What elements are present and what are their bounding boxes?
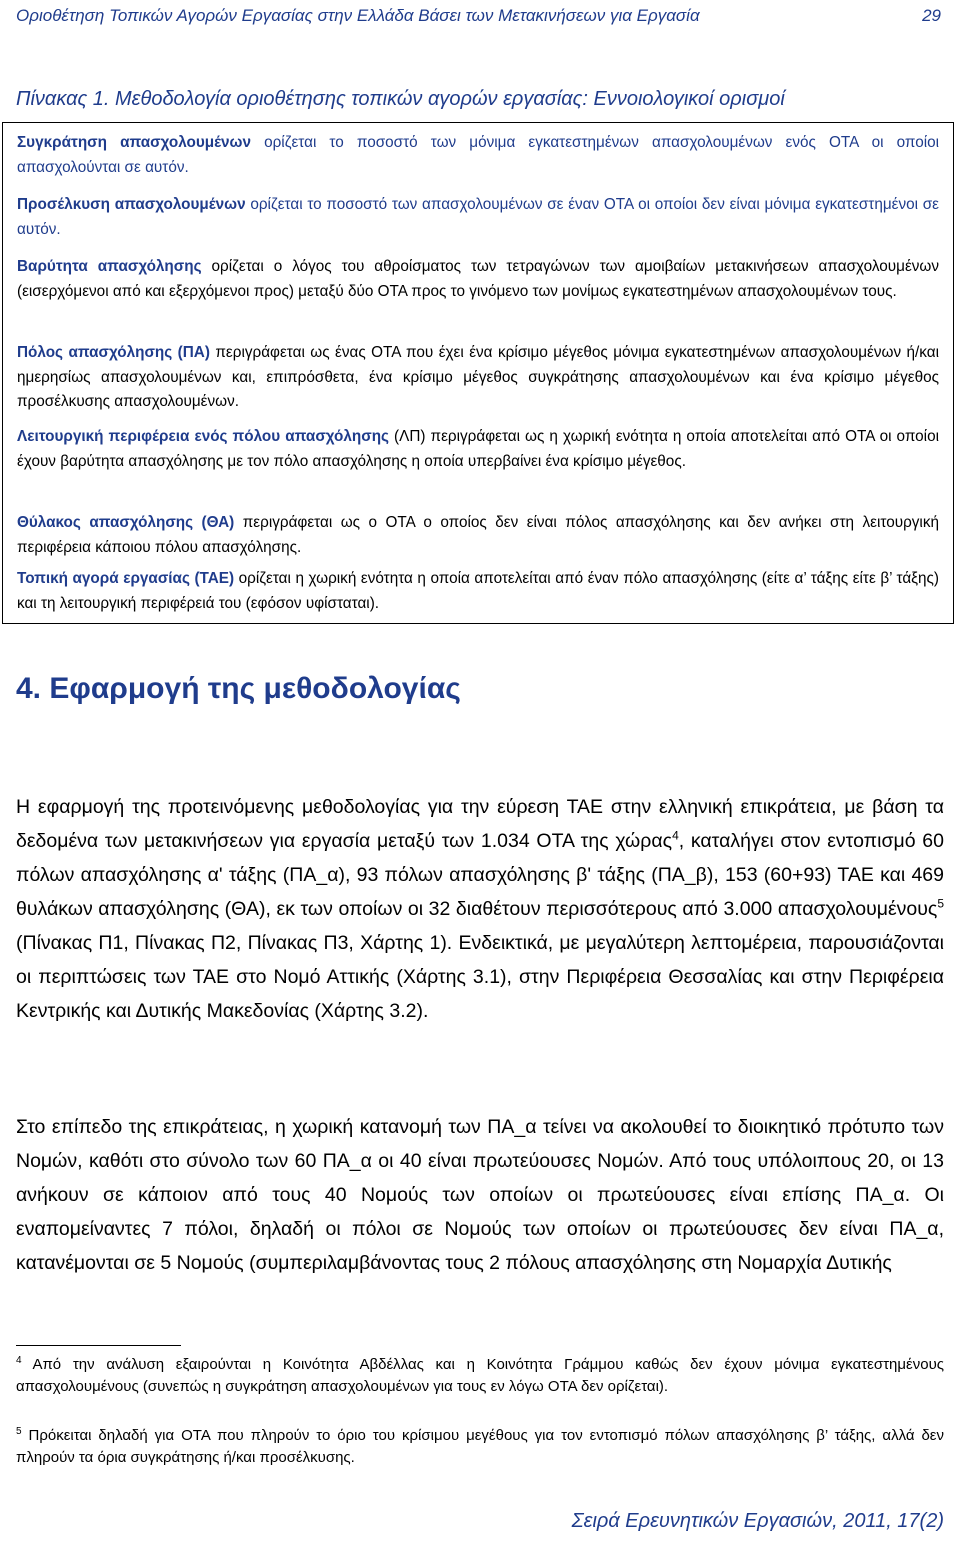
body-paragraph-1	[16, 790, 944, 1028]
definition-term: Τοπική αγορά εργασίας (ΤΑΕ)	[17, 570, 235, 587]
paragraph-text: (Πίνακας Π1, Πίνακας Π2, Πίνακας Π3, Χάρτης 1). Ενδεικτικά, με μεγαλύτερη λεπτομέρεια, παρουσιάζονται οι περιπτώσεις των ΤΑΕ στο Νομό Αττικής (Χάρτης 3.1), στην Περιφέρεια Θεσσαλίας και στην Περιφέρεια Κεντρικής και Δυτικής Μακεδονίας (Χάρτης 3.2).	[16, 932, 944, 1022]
section-title: 4. Εφαρμογή της μεθοδολογίας	[16, 672, 461, 705]
footnote-4	[16, 1354, 944, 1397]
running-footer: Σειρά Ερευνητικών Εργασιών, 2011, 17(2)	[571, 1510, 944, 1532]
definition-functional-region	[17, 425, 939, 474]
footnote-divider	[16, 1345, 181, 1346]
definition-text: ορίζεται το ποσοστό των απασχολουμένων σε έναν ΟΤΑ οι οποίοι δεν είναι μόνιμα εγκατεστημένοι σε αυτόν.	[17, 196, 939, 238]
definition-text: ορίζεται ο λόγος του αθροίσματος των τετραγώνων των αμοιβαίων μετακινήσεων απασχολουμένων (εισερχόμενοι από και εξερχόμενοι προς) μεταξύ δύο ΟΤΑ προς το γινόμενο των μονίμως εγκατεστημένων απασχολουμένων τους.	[17, 258, 940, 300]
paragraph-text: Η εφαρμογή της προτεινόμενης μεθοδολογίας για την εύρεση ΤΑΕ στην ελληνική επικράτεια, με βάση τα δεδομένα των μετακινήσεων για εργασία μεταξύ των 1.034 ΟΤΑ της χώρας	[16, 796, 944, 852]
definition-local-labour-market	[17, 567, 939, 616]
page-number: 29	[922, 6, 941, 25]
definition-employment-enclave	[17, 511, 939, 560]
running-header	[16, 6, 941, 26]
table-caption: Πίνακας 1. Μεθοδολογία οριοθέτησης τοπικών αγορών εργασίας: Εννοιολογικοί ορισμοί	[16, 88, 785, 110]
definition-text: (ΛΠ) περιγράφεται ως η χωρική ενότητα η οποία αποτελείται από ΟΤΑ οι οποίοι έχουν βαρύτητα απασχόλησης με τον πόλο απασχόλησης η οποία υπερβαίνει ένα κρίσιμο μέγεθος.	[17, 428, 939, 470]
footnote-text: Πρόκειται δηλαδή για ΟΤΑ που πληρούν το όριο του κρίσιμου μεγέθους για τον εντοπισμό πόλων απασχόλησης β’ τάξης, αλλά δεν πληρούν τα όρια συγκράτησης ή/και προσέλκυσης.	[16, 1427, 944, 1466]
definition-retention	[17, 131, 939, 180]
definition-term: Λειτουργική περιφέρεια ενός πόλου απασχόλησης	[17, 428, 389, 445]
definition-attraction	[17, 193, 939, 242]
paragraph-text: , καταλήγει στον εντοπισμό 60 πόλων απασχόλησης α' τάξης (ΠΑ_α), 93 πόλων απασχόλησης β' τάξης (ΠΑ_β), 153 (60+93) ΤΑΕ και 469 θυλάκων απασχόλησης (ΘΑ), εκ των οποίων οι 32 διαθέτουν περισσότερους από 3.000 απασχολουμένους	[16, 830, 944, 920]
footnote-5	[16, 1425, 944, 1468]
definition-text: ορίζεται το ποσοστό των μόνιμα εγκατεστημένων απασχολουμένων ενός ΟΤΑ οι οποίοι απασχολούνται σε αυτόν.	[17, 134, 940, 176]
definition-employment-pole	[17, 341, 939, 415]
footnote-ref-4[interactable]: 4	[672, 828, 679, 843]
body-paragraph-2: Στο επίπεδο της επικράτειας, η χωρική κατανομή των ΠΑ_α τείνει να ακολουθεί το διοικητικό πρότυπο των Νομών, καθότι στο σύνολο των 60 ΠΑ_α οι 40 είναι πρωτεύουσες Νομών. Από τους υπόλοιπους 20, οι 13 ανήκουν σε κάποιον από τους 40 Νομούς των οποίων οι πρωτεύουσες είναι επίσης ΠΑ_α. Οι εναπομείναντες 7 πόλοι, δηλαδή οι πόλοι σε Νομούς των οποίων οι πρωτεύουσες δεν είναι ΠΑ_α, κατανέμονται σε 5 Νομούς (συμπεριλαμβάνοντας τους 2 πόλους απασχόλησης στη Νομαρχία Δυτικής	[16, 1116, 944, 1274]
footnote-text: Από την ανάλυση εξαιρούνται η Κοινότητα Αβδέλλας και η Κοινότητα Γράμμου καθώς δεν έχουν μόνιμα εγκατεστημένους απασχολουμένους (συνεπώς η συγκράτηση απασχολουμένων για τους εν λόγω ΟΤΑ δεν ορίζεται).	[16, 1356, 944, 1395]
definition-term: Βαρύτητα απασχόλησης	[17, 258, 202, 275]
definition-text: περιγράφεται ως ένας ΟΤΑ που έχει ένα κρίσιμο μέγεθος μόνιμα εγκατεστημένων απασχολουμένων ή/και ημερησίως απασχολουμένων και, επιπρόσθετα, ένα κρίσιμο μέγεθος συγκράτησης απασχολουμένων και ένα κρίσιμο μέγεθος προσέλκυσης απασχολουμένων.	[17, 344, 939, 410]
footnote-ref-5[interactable]: 5	[937, 896, 944, 911]
header-title: Οριοθέτηση Τοπικών Αγορών Εργασίας στην Ελλάδα Βάσει των Μετακινήσεων για Εργασία	[16, 6, 700, 25]
definition-term: Προσέλκυση απασχολουμένων	[17, 196, 246, 213]
definition-term: Θύλακος απασχόλησης (ΘΑ)	[17, 514, 235, 531]
definition-term: Συγκράτηση απασχολουμένων	[17, 134, 251, 151]
definition-gravity	[17, 255, 939, 304]
footnote-number: 5	[16, 1426, 22, 1437]
footnote-number: 4	[16, 1355, 22, 1366]
definition-term: Πόλος απασχόλησης (ΠΑ)	[17, 344, 210, 361]
definition-text: ορίζεται η χωρική ενότητα η οποία αποτελείται από έναν πόλο απασχόλησης (είτε α’ τάξης είτε β’ τάξης) και τη λειτουργική περιφέρειά του (εφόσον υφίσταται).	[17, 570, 940, 612]
definitions-table	[2, 122, 954, 624]
definition-text: περιγράφεται ως ο ΟΤΑ ο οποίος δεν είναι πόλος απασχόλησης και δεν ανήκει στη λειτουργική περιφέρεια κάποιου πόλου απασχόλησης.	[17, 514, 939, 556]
